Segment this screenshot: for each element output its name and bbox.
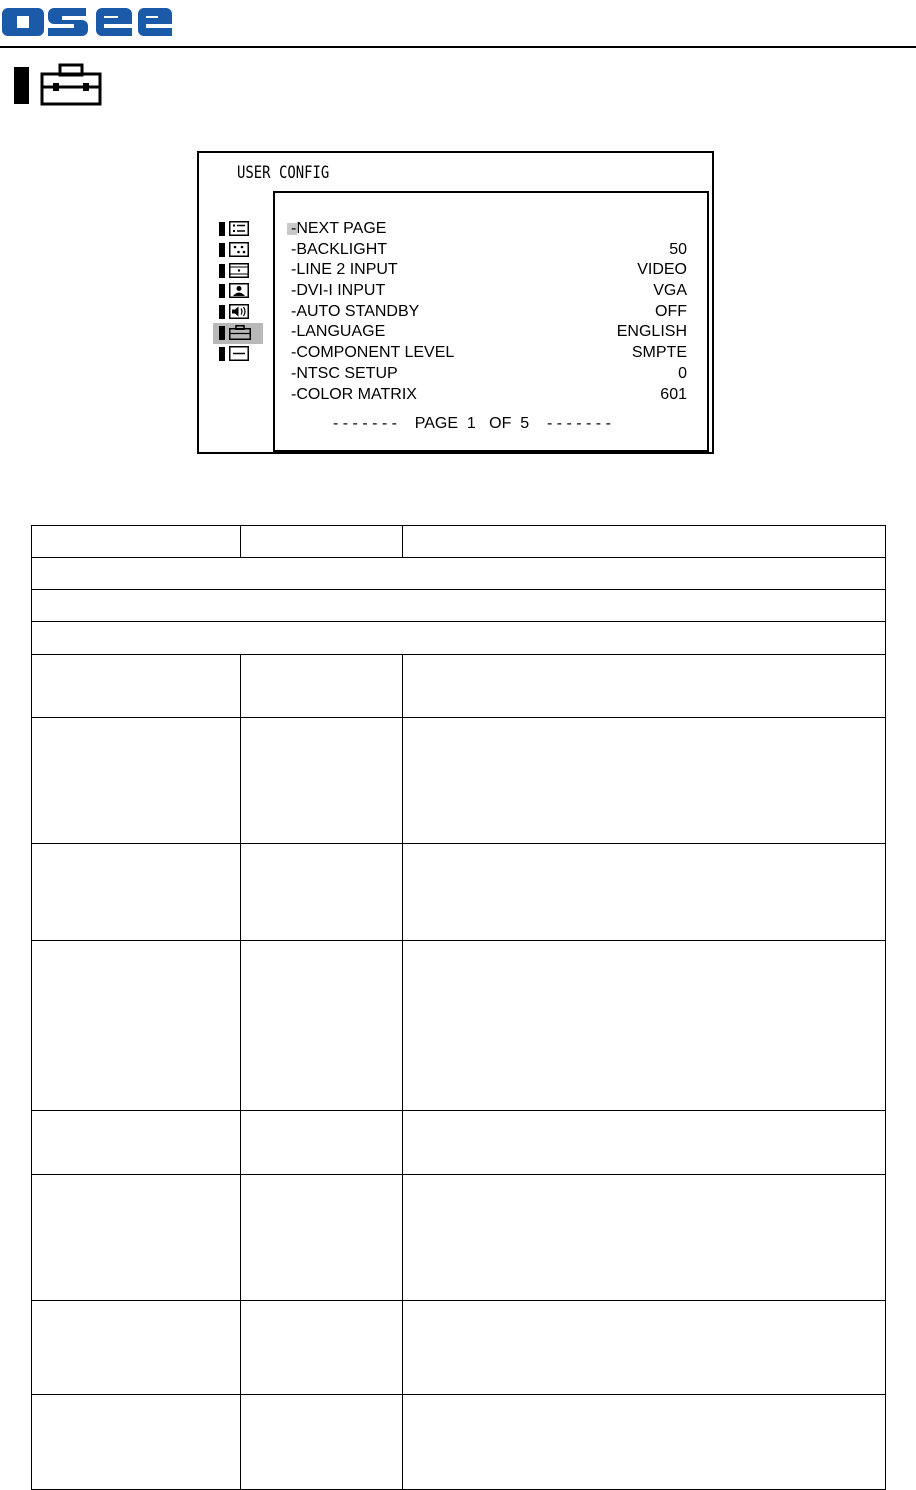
section-marker-bar [14,67,29,104]
osd-item-language[interactable] [291,322,687,343]
table-row [32,844,886,941]
toolbox-icon [40,63,102,106]
table-cell [241,526,403,558]
table-cell [403,655,886,718]
table-cell [403,1395,886,1490]
table-section-row [32,558,886,590]
table-row [32,1301,886,1395]
osd-item-value: 50 [669,240,687,258]
table-row [32,718,886,844]
list-icon [229,221,249,236]
osd-item-label: -NTSC SETUP [291,364,398,382]
osd-item-value: OFF [655,302,687,320]
table-cell [32,622,886,655]
table-cell [32,1301,241,1395]
table-cell [32,844,241,941]
table-row [32,1111,886,1175]
osd-page-indicator: - - - - - - - PAGE 1 OF 5 - - - - - - - [333,415,611,432]
table-cell [32,718,241,844]
osd-item-auto-standby[interactable] [291,302,687,323]
table-cell [403,526,886,558]
table-cell [241,1111,403,1175]
table-section-row [32,590,886,622]
osd-item-label: -NEXT PAGE [291,220,387,237]
osd-item-value: ENGLISH [616,323,687,341]
osd-item-line2-input[interactable] [291,260,687,281]
table-cell [32,558,886,590]
osd-title: USER CONFIG [237,163,330,183]
table-cell [403,844,886,941]
osd-screen [197,151,714,454]
table-cell [241,941,403,1111]
table-row [32,1175,886,1301]
osd-item-label: -LINE 2 INPUT [291,261,398,279]
table-cell [241,1395,403,1490]
table-section-row [32,622,886,655]
table-cell [241,844,403,941]
osd-menu-item-filmstrip[interactable] [213,261,263,282]
table-cell [403,941,886,1111]
osd-item-value: VIDEO [637,261,687,279]
osd-item-label: -BACKLIGHT [291,240,388,258]
table-header-row [32,526,886,558]
osd-item-label: -AUTO STANDBY [291,302,420,320]
dots-icon [229,242,249,257]
table-cell [32,526,241,558]
dash-icon [229,346,249,361]
osd-item-component-level[interactable] [291,343,687,364]
osd-item-next-page[interactable] [291,219,687,240]
table-cell [32,655,241,718]
table-cell [32,1175,241,1301]
osd-item-label: -DVI-I INPUT [291,282,386,300]
header-rule [0,46,916,48]
table-cell [32,590,886,622]
osd-menu-item-dots[interactable] [213,240,263,261]
table-cell [32,1395,241,1490]
osd-menu-item-list[interactable] [213,219,263,240]
table-cell [241,655,403,718]
osd-menu-item-dash[interactable] [213,344,263,365]
table-cell [32,941,241,1111]
table-cell [403,1301,886,1395]
osee-logo [2,2,172,42]
osd-item-label: -COMPONENT LEVEL [291,344,455,362]
osd-item-ntsc-setup[interactable] [291,364,687,385]
table-cell [241,1301,403,1395]
table-row [32,1395,886,1490]
osd-menu-item-toolbox[interactable] [213,323,263,344]
settings-table [31,525,886,1490]
toolbox-icon [229,325,251,340]
osd-menu-item-person[interactable] [213,281,263,302]
osd-item-value: 0 [678,364,687,382]
osd-item-label: -LANGUAGE [291,323,386,341]
osd-item-value: SMPTE [631,344,687,362]
filmstrip-icon [229,263,249,278]
osd-item-color-matrix[interactable] [291,385,687,406]
table-cell [403,1111,886,1175]
table-cell [241,1175,403,1301]
table-cell [241,718,403,844]
table-row [32,655,886,718]
osd-menu-list [291,219,687,405]
osd-item-value: 601 [660,385,687,403]
speaker-icon [229,304,249,319]
osd-item-dvi-input[interactable] [291,281,687,302]
person-icon [229,283,249,298]
table-cell [32,1111,241,1175]
osd-menu-item-speaker[interactable] [213,302,263,323]
osd-menu-icons [213,219,263,365]
osd-menu-panel [273,191,709,452]
table-cell [403,718,886,844]
table-cell [403,1175,886,1301]
osd-item-label: -COLOR MATRIX [291,385,417,403]
table-row [32,941,886,1111]
osd-item-value: VGA [653,282,687,300]
osd-item-backlight[interactable] [291,240,687,261]
